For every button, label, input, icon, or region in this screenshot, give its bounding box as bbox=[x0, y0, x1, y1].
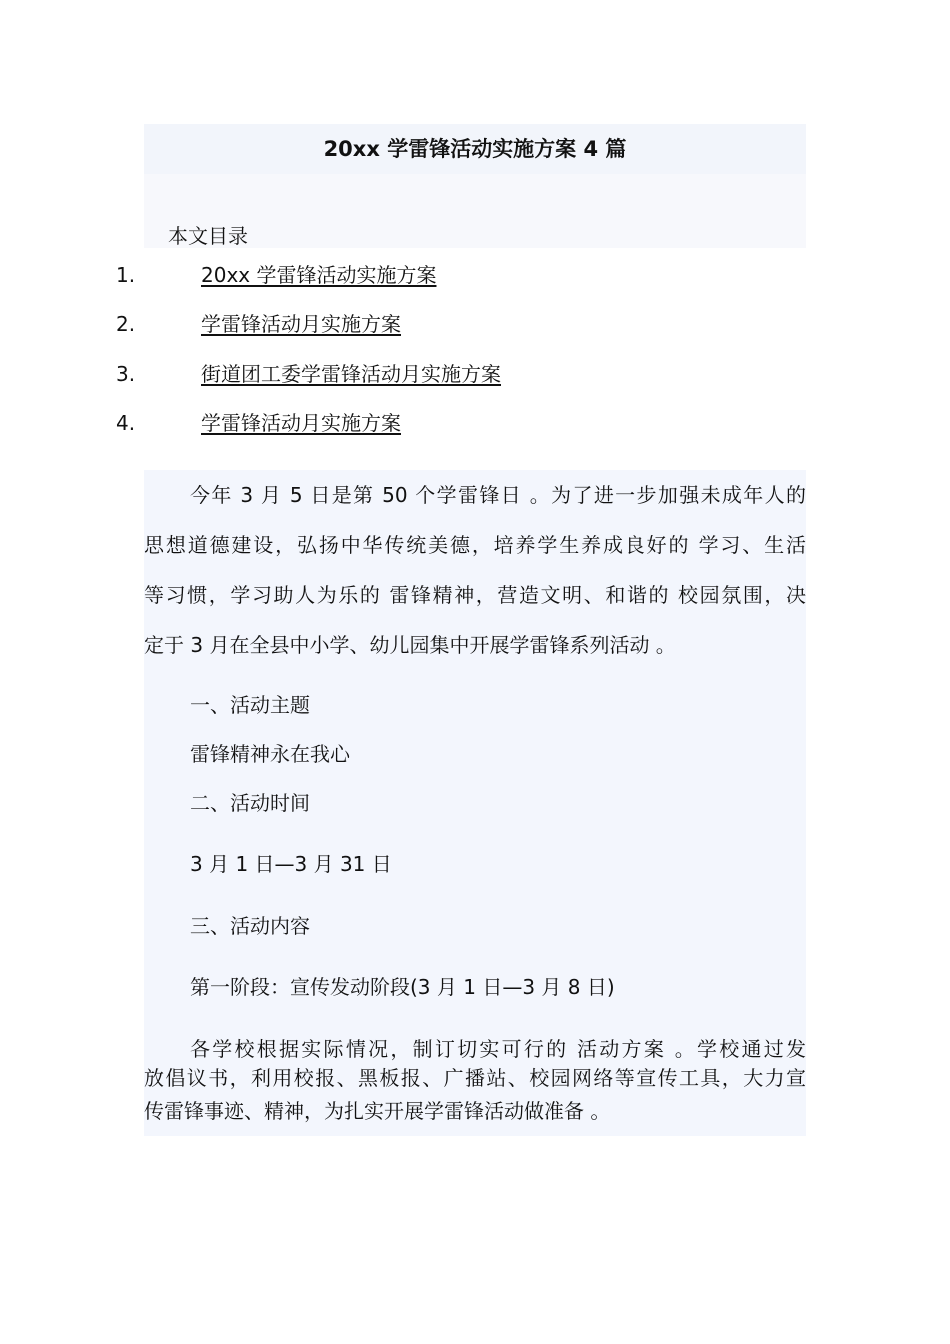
section-heading: 一、活动主题 bbox=[190, 693, 310, 717]
stage-line: 放倡议书，利用校报、黑板报、广播站、校园网络等宣传工具，大力宣 bbox=[144, 1066, 806, 1090]
toc-link[interactable]: 学雷锋活动月实施方案 bbox=[201, 312, 401, 336]
stage-line: 传雷锋事迹、精神，为扎实开展学雷锋活动做准备 。 bbox=[144, 1099, 611, 1123]
toc-link[interactable]: 学雷锋活动月实施方案 bbox=[201, 411, 401, 435]
toc-number: 3. bbox=[116, 362, 136, 386]
section-text: 雷锋精神永在我心 bbox=[190, 742, 350, 766]
toc-number: 4. bbox=[116, 411, 136, 435]
toc-number: 2. bbox=[116, 312, 136, 336]
toc-link[interactable]: 街道团工委学雷锋活动月实施方案 bbox=[201, 362, 501, 386]
toc-link[interactable]: 20xx 学雷锋活动实施方案 bbox=[201, 263, 437, 287]
intro-line: 定于 3 月在全县中小学、幼儿园集中开展学雷锋系列活动 。 bbox=[144, 633, 676, 657]
document-title: 20xx 学雷锋活动实施方案 4 篇 bbox=[323, 137, 627, 161]
section-text: 3 月 1 日—3 月 31 日 bbox=[190, 852, 392, 876]
stage-heading: 第一阶段：宣传发动阶段(3 月 1 日—3 月 8 日) bbox=[190, 975, 615, 999]
intro-line: 思想道德建设，弘扬中华传统美德，培养学生养成良好的 学习、生活 bbox=[144, 533, 806, 557]
stage-line: 各学校根据实际情况，制订切实可行的 活动方案 。学校通过发 bbox=[190, 1037, 806, 1061]
toc-heading: 本文目录 bbox=[168, 224, 248, 248]
section-heading: 三、活动内容 bbox=[190, 914, 310, 938]
intro-line: 等习惯，学习助人为乐的 雷锋精神，营造文明、和谐的 校园氛围，决 bbox=[144, 583, 806, 607]
intro-line: 今年 3 月 5 日是第 50 个学雷锋日 。为了进一步加强未成年人的 bbox=[190, 483, 806, 507]
toc-number: 1. bbox=[116, 263, 136, 287]
section-heading: 二、活动时间 bbox=[190, 791, 310, 815]
